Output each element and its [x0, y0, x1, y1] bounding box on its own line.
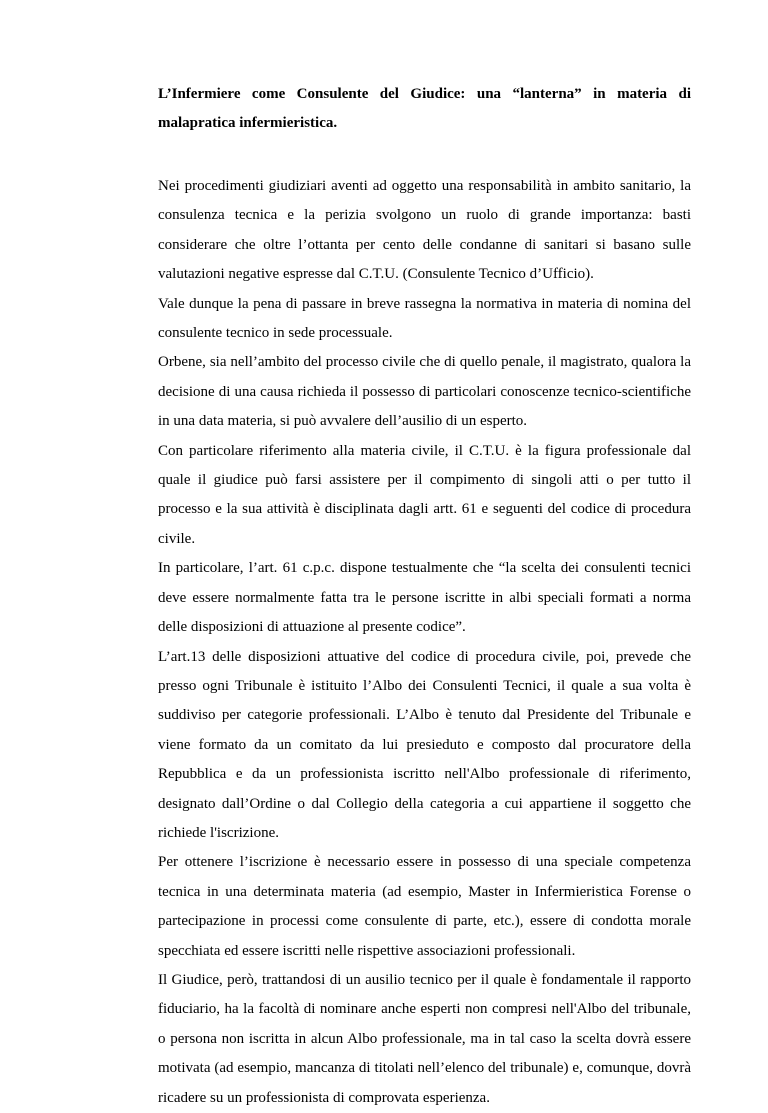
document-title: L’Infermiere come Consulente del Giudice: una “lanterna” in materia di malapratica infermieristica.: [158, 86, 691, 131]
paragraph-7: Per ottenere l’iscrizione è necessario essere in possesso di una speciale competenza tecnica in una determinata materia (ad esempio, Master in Infermieristica Forense o partecipazione in processi come consulente di parte, etc.), essere di condotta morale specchiata ed essere iscritti nelle rispettive associazioni professionali.: [158, 854, 691, 959]
paragraph-4: Con particolare riferimento alla materia civile, il C.T.U. è la figura professionale dal quale il giudice può farsi assistere per il compimento di singoli atti o per tutto il processo e la sua attività è disciplinata dagli artt. 61 e seguenti del codice di procedura civile.: [158, 442, 691, 547]
paragraph-2: Vale dunque la pena di passare in breve rassegna la normativa in materia di nomina del consulente tecnico in sede processuale.: [158, 295, 691, 342]
paragraph-6: L’art.13 delle disposizioni attuative del codice di procedura civile, poi, prevede che presso ogni Tribunale è istituito l’Albo dei Consulenti Tecnici, il quale a sua volta è suddiviso per categorie professionali. L’Albo è tenuto dal Presidente del Tribunale e viene formato da un comitato da lui presieduto e composto dal procuratore della Repubblica e da un professionista iscritto nell'Albo professionale di riferimento, designato dall’Ordine o dal Collegio della categoria a cui appartiene il soggetto che richiede l'iscrizione.: [158, 648, 691, 841]
paragraph-3: Orbene, sia nell’ambito del processo civile che di quello penale, il magistrato, qualora la decisione di una causa richieda il possesso di particolari conoscenze tecnico-scientifiche in una data materia, si può avvalere dell’ausilio di un esperto.: [158, 354, 691, 430]
paragraph-5: In particolare, l’art. 61 c.p.c. dispone testualmente che “la scelta dei consulenti tecnici deve essere normalmente fatta tra le persone iscritte in albi speciali formati a norma delle disposizioni di attuazione al presente codice”.: [158, 560, 691, 636]
paragraph-8: Il Giudice, però, trattandosi di un ausilio tecnico per il quale è fondamentale il rapporto fiduciario, ha la facoltà di nominare anche esperti non compresi nell'Albo del tribunale, o persona non iscritta in alcun Albo professionale, ma in tal caso la scelta dovrà essere motivata (ad esempio, mancanza di titolati nell’elenco del tribunale) e, comunque, dovrà ricadere su un professionista di comprovata esperienza.: [158, 971, 691, 1106]
document-body: [158, 172, 691, 1113]
paragraph-1: Nei procedimenti giudiziari aventi ad oggetto una responsabilità in ambito sanitario, la consulenza tecnica e la perizia svolgono un ruolo di grande importanza: basti considerare che oltre l’ottanta per cento delle condanne di sanitari si basano sulle valutazioni negative espresse dal C.T.U. (Consulente Tecnico d’Ufficio).: [158, 178, 691, 283]
